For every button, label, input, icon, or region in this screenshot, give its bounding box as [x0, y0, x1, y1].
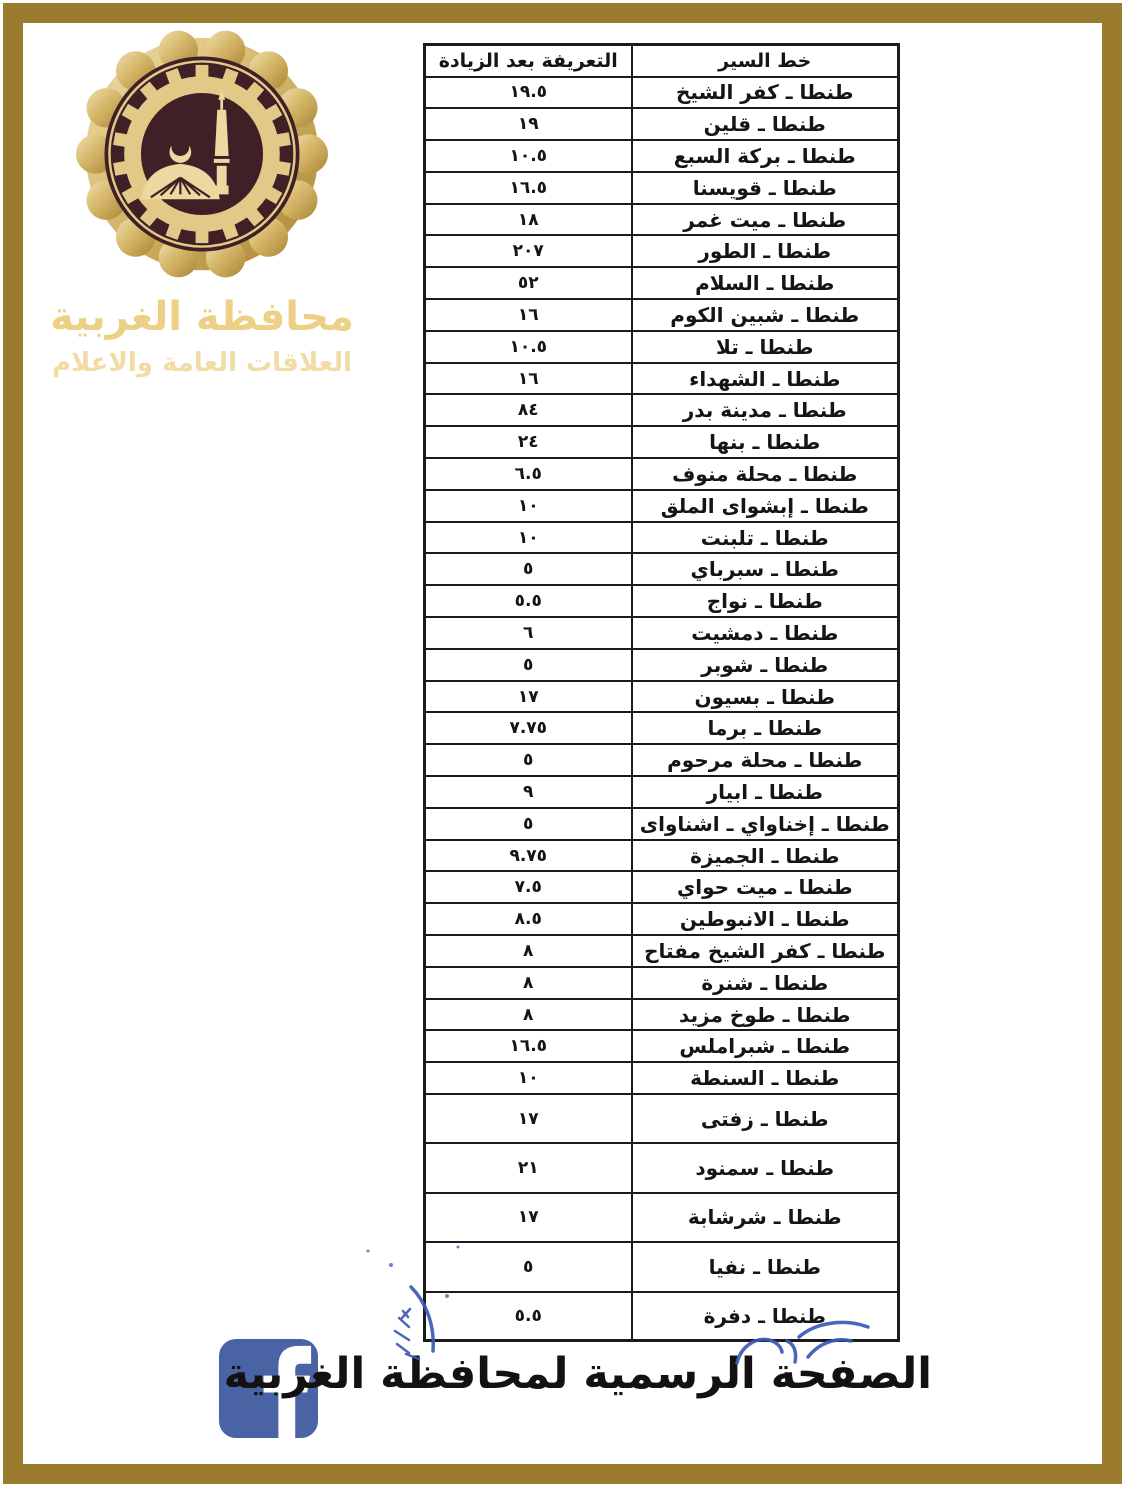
- route-cell: طنطا ـ بنها: [632, 426, 899, 458]
- fare-cell: ١٦: [425, 363, 632, 395]
- fare-table-body: [425, 77, 899, 1341]
- route-cell: طنطا ـ دفرة: [632, 1292, 899, 1341]
- table-row: [425, 1292, 899, 1341]
- table-row: [425, 999, 899, 1031]
- fare-cell: ١٧: [425, 1193, 632, 1242]
- route-cell: طنطا ـ الجميزة: [632, 840, 899, 872]
- fare-cell: ١٦: [425, 299, 632, 331]
- fare-cell: ٢١: [425, 1143, 632, 1192]
- fare-cell: ٦.٥: [425, 458, 632, 490]
- table-row: [425, 681, 899, 713]
- fare-cell: ٢٠٧: [425, 235, 632, 267]
- route-cell: طنطا ـ الطور: [632, 235, 899, 267]
- table-row: [425, 553, 899, 585]
- route-cell: طنطا ـ مدينة بدر: [632, 394, 899, 426]
- route-cell: طنطا ـ إبشواى الملق: [632, 490, 899, 522]
- fare-cell: ١٨: [425, 204, 632, 236]
- fare-cell: ١٦.٥: [425, 1030, 632, 1062]
- fare-cell: ٩: [425, 776, 632, 808]
- fare-cell: ٨: [425, 999, 632, 1031]
- table-row: [425, 394, 899, 426]
- fare-cell: ١٦.٥: [425, 172, 632, 204]
- logo-title: محافظة الغربية: [50, 294, 354, 340]
- fare-cell: ٥: [425, 553, 632, 585]
- route-cell: طنطا ـ ابيار: [632, 776, 899, 808]
- table-row: [425, 649, 899, 681]
- table-header-row: [425, 45, 899, 77]
- table-row: [425, 458, 899, 490]
- fare-cell: ٧.٥: [425, 871, 632, 903]
- fare-column-header: التعريفة بعد الزيادة: [425, 45, 632, 77]
- fare-cell: ١٧: [425, 1094, 632, 1143]
- route-cell: طنطا ـ إخناواي ـ اشناواى: [632, 808, 899, 840]
- fare-cell: ١٩: [425, 108, 632, 140]
- route-cell: طنطا ـ دمشيت: [632, 617, 899, 649]
- table-row: [425, 967, 899, 999]
- table-row: [425, 617, 899, 649]
- table-row: [425, 363, 899, 395]
- fare-cell: ١٧: [425, 681, 632, 713]
- fare-cell: ١٠: [425, 490, 632, 522]
- fare-cell: ٦: [425, 617, 632, 649]
- route-cell: طنطا ـ السنطة: [632, 1062, 899, 1094]
- table-row: [425, 204, 899, 236]
- route-cell: طنطا ـ سمنود: [632, 1143, 899, 1192]
- route-cell: طنطا ـ نفيا: [632, 1242, 899, 1291]
- route-cell: طنطا ـ محلة منوف: [632, 458, 899, 490]
- fare-cell: ١٠: [425, 1062, 632, 1094]
- route-cell: طنطا ـ شرشابة: [632, 1193, 899, 1242]
- route-cell: طنطا ـ تلبنت: [632, 522, 899, 554]
- route-cell: طنطا ـ تلا: [632, 331, 899, 363]
- route-cell: طنطا ـ ميت غمر: [632, 204, 899, 236]
- table-row: [425, 840, 899, 872]
- route-cell: طنطا ـ برما: [632, 712, 899, 744]
- table-row: [425, 808, 899, 840]
- table-row: [425, 585, 899, 617]
- table-row: [425, 522, 899, 554]
- logo-subtitle: العلاقات العامة والاعلام: [51, 348, 353, 378]
- route-cell: طنطا ـ قلين: [632, 108, 899, 140]
- fare-cell: ٥٢: [425, 267, 632, 299]
- table-row: [425, 299, 899, 331]
- route-cell: طنطا ـ كفر الشيخ مفتاح: [632, 935, 899, 967]
- route-cell: طنطا ـ بسيون: [632, 681, 899, 713]
- table-row: [425, 1242, 899, 1291]
- route-cell: طنطا ـ الانبوطين: [632, 903, 899, 935]
- table-row: [425, 108, 899, 140]
- fare-cell: ١٠.٥: [425, 331, 632, 363]
- table-row: [425, 140, 899, 172]
- table-row: [425, 1193, 899, 1242]
- route-cell: طنطا ـ محلة مرحوم: [632, 744, 899, 776]
- table-row: [425, 871, 899, 903]
- table-row: [425, 1030, 899, 1062]
- fare-cell: ٥: [425, 744, 632, 776]
- table-row: [425, 1094, 899, 1143]
- route-column-header: خط السير: [632, 45, 899, 77]
- table-row: [425, 235, 899, 267]
- fare-cell: ٨.٥: [425, 903, 632, 935]
- table-row: [425, 903, 899, 935]
- route-cell: طنطا ـ ميت حواي: [632, 871, 899, 903]
- fare-cell: ١٩.٥: [425, 77, 632, 109]
- table-row: [425, 172, 899, 204]
- fare-cell: ١٠: [425, 522, 632, 554]
- route-cell: طنطا ـ شبراملس: [632, 1030, 899, 1062]
- table-row: [425, 426, 899, 458]
- fare-cell: ٥: [425, 1242, 632, 1291]
- route-cell: طنطا ـ طوخ مزيد: [632, 999, 899, 1031]
- route-cell: طنطا ـ زفتى: [632, 1094, 899, 1143]
- route-cell: طنطا ـ الشهداء: [632, 363, 899, 395]
- table-row: [425, 77, 899, 109]
- facebook-caption: الصفحة الرسمية لمحافظة الغربية: [223, 1349, 932, 1399]
- route-cell: طنطا ـ سبرباي: [632, 553, 899, 585]
- table-row: [425, 712, 899, 744]
- fare-cell: ٥: [425, 808, 632, 840]
- route-cell: طنطا ـ بركة السبع: [632, 140, 899, 172]
- route-cell: طنطا ـ كفر الشيخ: [632, 77, 899, 109]
- route-cell: طنطا ـ نواج: [632, 585, 899, 617]
- fare-cell: ٥: [425, 649, 632, 681]
- fare-cell: ٥.٥: [425, 1292, 632, 1341]
- table-row: [425, 331, 899, 363]
- route-cell: طنطا ـ شوبر: [632, 649, 899, 681]
- fare-cell: ٧.٧٥: [425, 712, 632, 744]
- fare-cell: ٨: [425, 967, 632, 999]
- table-row: [425, 267, 899, 299]
- fare-cell: ٥.٥: [425, 585, 632, 617]
- table-row: [425, 1062, 899, 1094]
- table-row: [425, 490, 899, 522]
- fare-cell: ٢٤: [425, 426, 632, 458]
- table-row: [425, 776, 899, 808]
- fare-cell: ١٠.٥: [425, 140, 632, 172]
- table-row: [425, 744, 899, 776]
- route-cell: طنطا ـ قويسنا: [632, 172, 899, 204]
- fare-cell: ٩.٧٥: [425, 840, 632, 872]
- table-row: [425, 935, 899, 967]
- route-cell: طنطا ـ شنرة: [632, 967, 899, 999]
- table-row: [425, 1143, 899, 1192]
- fare-cell: ٨: [425, 935, 632, 967]
- route-cell: طنطا ـ شبين الكوم: [632, 299, 899, 331]
- fare-table: [423, 43, 900, 1342]
- route-cell: طنطا ـ السلام: [632, 267, 899, 299]
- fare-cell: ٨٤: [425, 394, 632, 426]
- governorate-seal-icon: [74, 26, 330, 282]
